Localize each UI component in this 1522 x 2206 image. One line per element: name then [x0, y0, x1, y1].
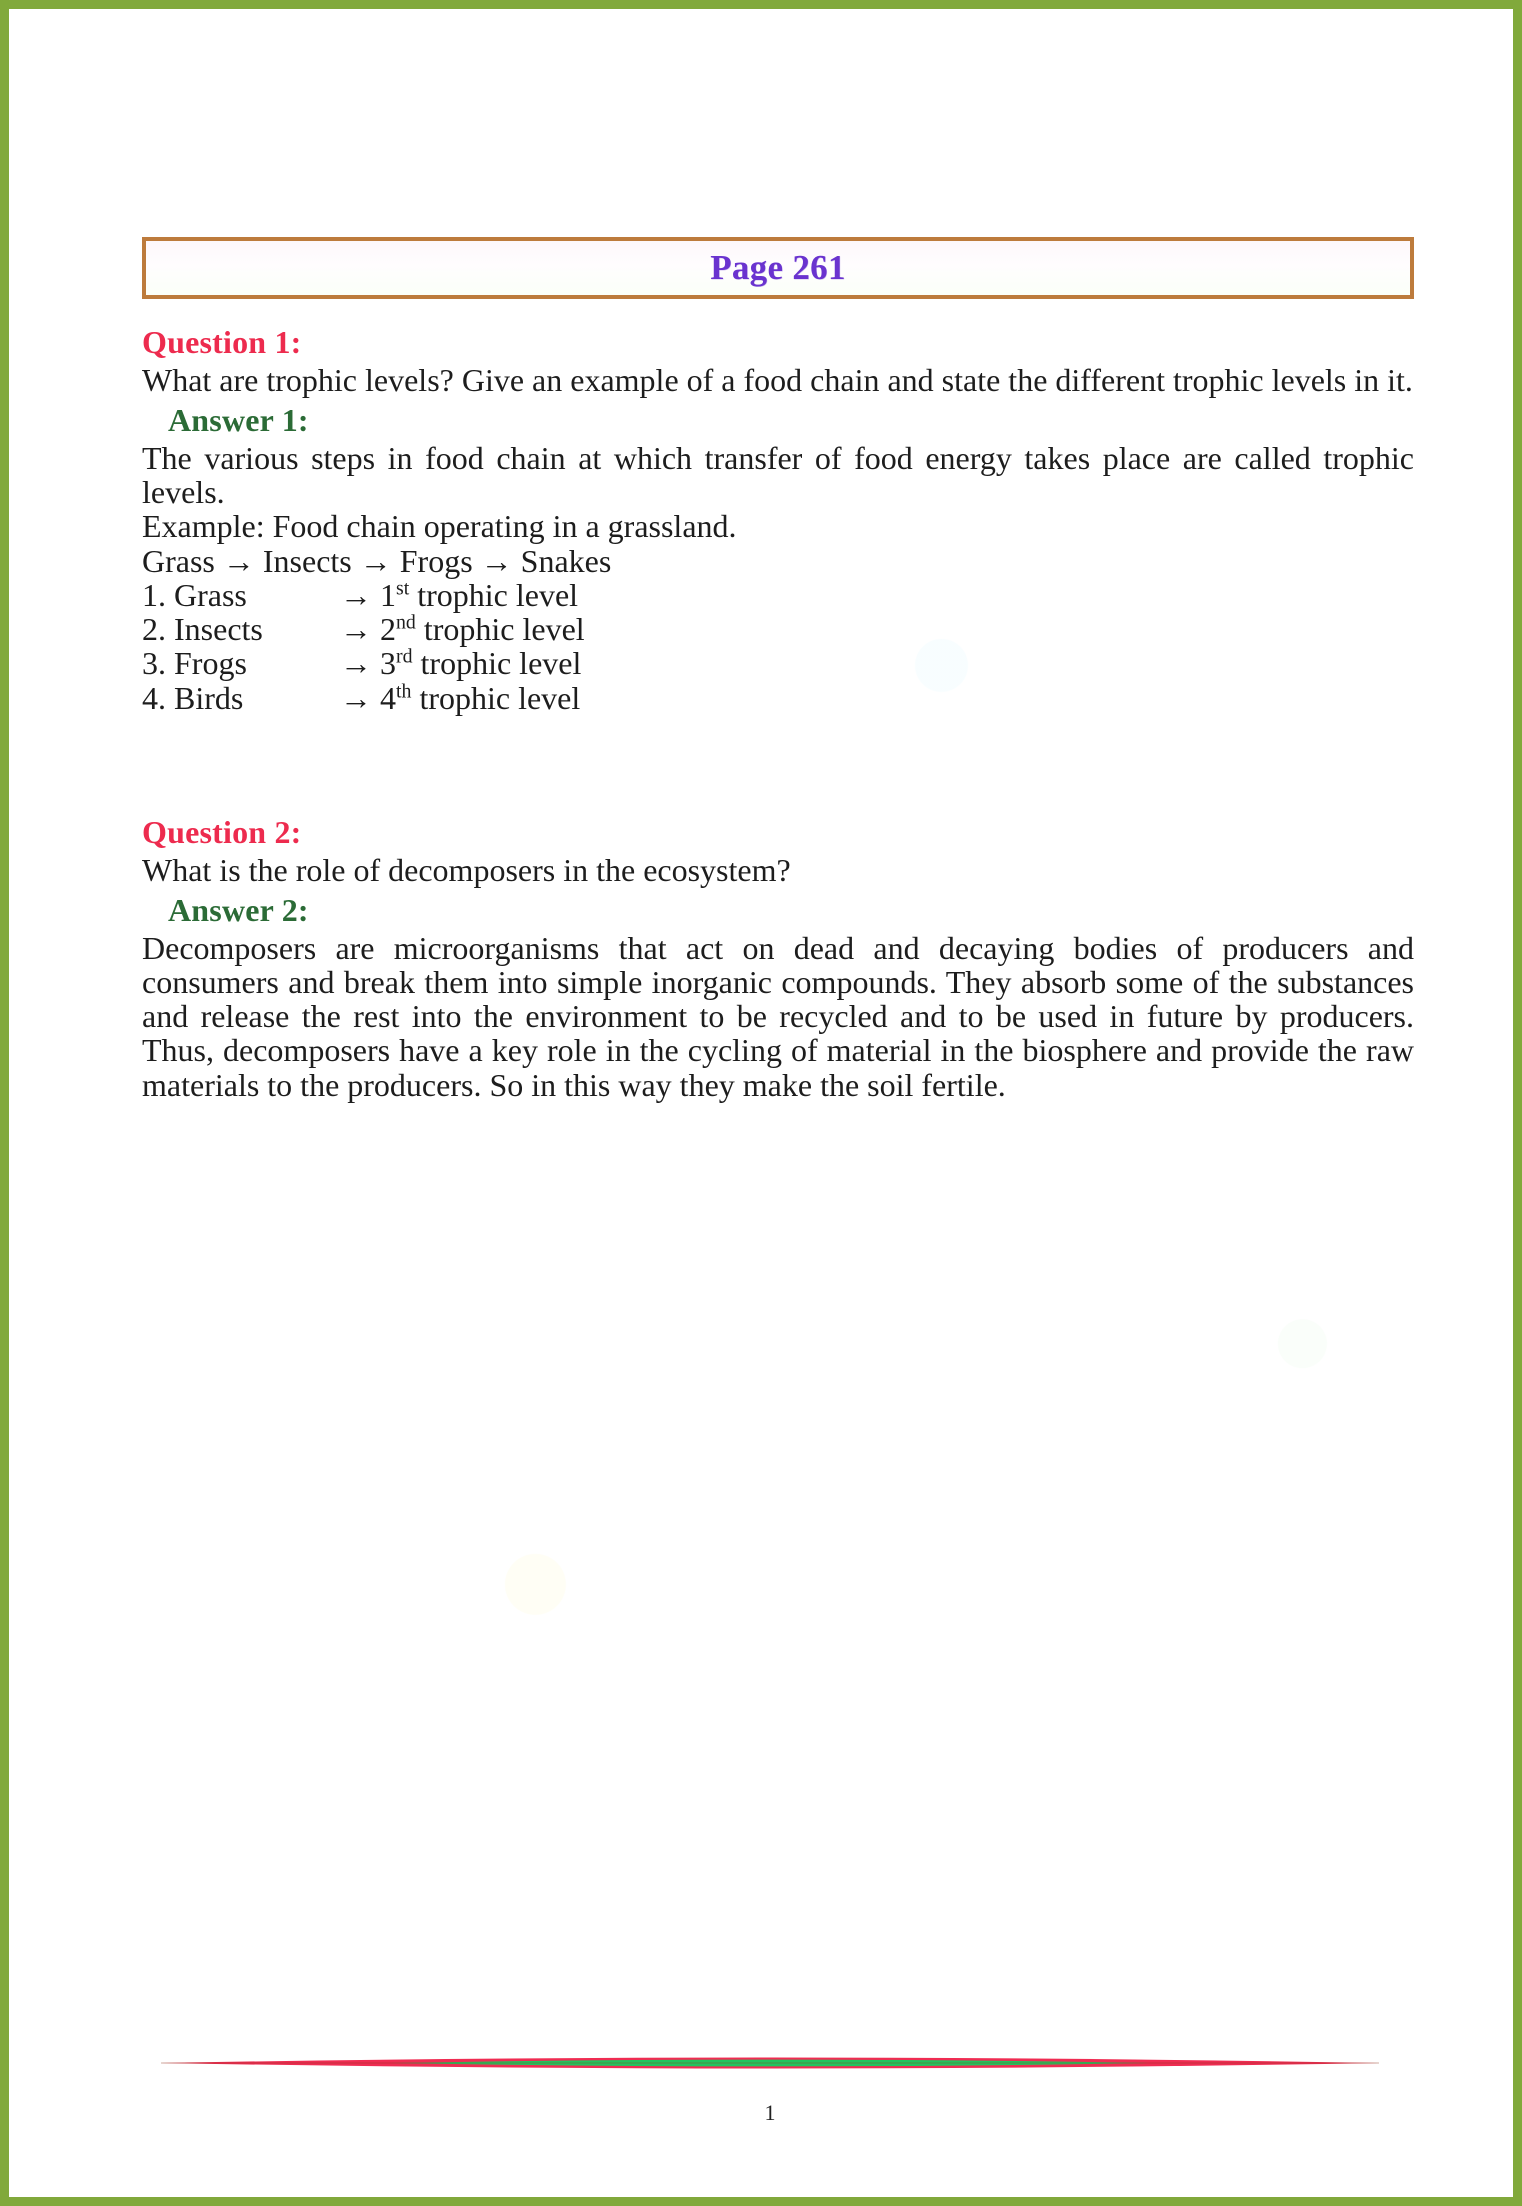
- trophic-level-row: [142, 612, 1414, 646]
- trophic-level-row: [142, 681, 1414, 715]
- trophic-level-index: 2.: [142, 611, 166, 648]
- answer-1-paragraph-2: Example: Food chain operating in a grassland.: [142, 508, 737, 545]
- trophic-level-index: 3.: [142, 645, 166, 682]
- trophic-level-value: [340, 612, 585, 646]
- question-block-2: [142, 815, 1414, 1102]
- trophic-level-text: trophic level: [419, 679, 581, 716]
- trophic-level-index: 4.: [142, 679, 166, 716]
- question-1-text: What are trophic levels? Give an example of a food chain and state the different trophic levels in it.: [142, 361, 1413, 398]
- trophic-level-ordinal: 1: [380, 576, 396, 613]
- trophic-level-ordinal: 4: [380, 679, 396, 716]
- trophic-level-ordinal-suffix: th: [396, 679, 412, 702]
- question-2-text: What is the role of decomposers in the ecosystem?: [142, 851, 791, 888]
- arrow-icon: →: [340, 679, 372, 716]
- answer-2-label: Answer 2:: [168, 891, 309, 928]
- section-spacer: [142, 715, 1414, 789]
- trophic-level-ordinal: 3: [380, 645, 396, 682]
- page-footer: [9, 2052, 1522, 2126]
- trophic-level-row: [142, 646, 1414, 680]
- trophic-level-text: trophic level: [423, 611, 585, 648]
- trophic-level-organism-name: Frogs: [174, 645, 247, 682]
- answer-1-food-chain: Grass → Insects → Frogs → Snakes: [142, 542, 612, 579]
- arrow-icon: →: [340, 645, 372, 682]
- arrow-icon: →: [340, 611, 372, 648]
- trophic-level-text: trophic level: [420, 645, 582, 682]
- answer-1-paragraph-1: The various steps in food chain at which transfer of food energy takes place are called trophic levels.: [142, 439, 1414, 511]
- question-2-label: Question 2:: [142, 813, 302, 850]
- trophic-level-text: trophic level: [417, 576, 579, 613]
- arrow-icon: →: [340, 576, 372, 613]
- trophic-level-organism-name: Birds: [174, 679, 244, 716]
- trophic-level-ordinal: 2: [380, 611, 396, 648]
- trophic-level-index: 1.: [142, 576, 166, 613]
- trophic-level-ordinal-suffix: rd: [396, 645, 413, 668]
- trophic-level-list: [142, 578, 1414, 715]
- trophic-level-ordinal-suffix: nd: [396, 611, 416, 634]
- trophic-level-organism: [142, 646, 340, 680]
- trophic-level-organism: [142, 612, 340, 646]
- trophic-level-organism-name: Grass: [174, 576, 247, 613]
- trophic-level-organism: [142, 578, 340, 612]
- trophic-level-organism-name: Insects: [174, 611, 263, 648]
- question-1-label: Question 1:: [142, 324, 302, 360]
- trophic-level-value: [340, 646, 581, 680]
- trophic-level-ordinal-suffix: st: [396, 577, 410, 600]
- footer-page-number: 1: [764, 2100, 776, 2125]
- question-block-1: [142, 325, 1414, 715]
- trophic-level-value: [340, 681, 580, 715]
- trophic-level-organism: [142, 681, 340, 715]
- answer-1-label: Answer 1:: [168, 402, 309, 439]
- footer-divider-ornament: [161, 2052, 1379, 2074]
- document-content: [142, 237, 1414, 1102]
- answer-2-paragraph-1: Decomposers are microorganisms that act on dead and decaying bodies of producers and consumers and break them into simple inorganic compounds. They absorb some of the substances and release the rest into the environment to be recycled and to be used in future by producers. Thus, decomposers have a key role in the cycling of material in the biosphere and provide the raw materials to the producers. So in this way they make the soil fertile.: [142, 929, 1414, 1103]
- trophic-level-row: [142, 578, 1414, 612]
- page-title: Page 261: [710, 248, 846, 287]
- trophic-level-value: [340, 578, 578, 612]
- page-header-box: [142, 237, 1414, 299]
